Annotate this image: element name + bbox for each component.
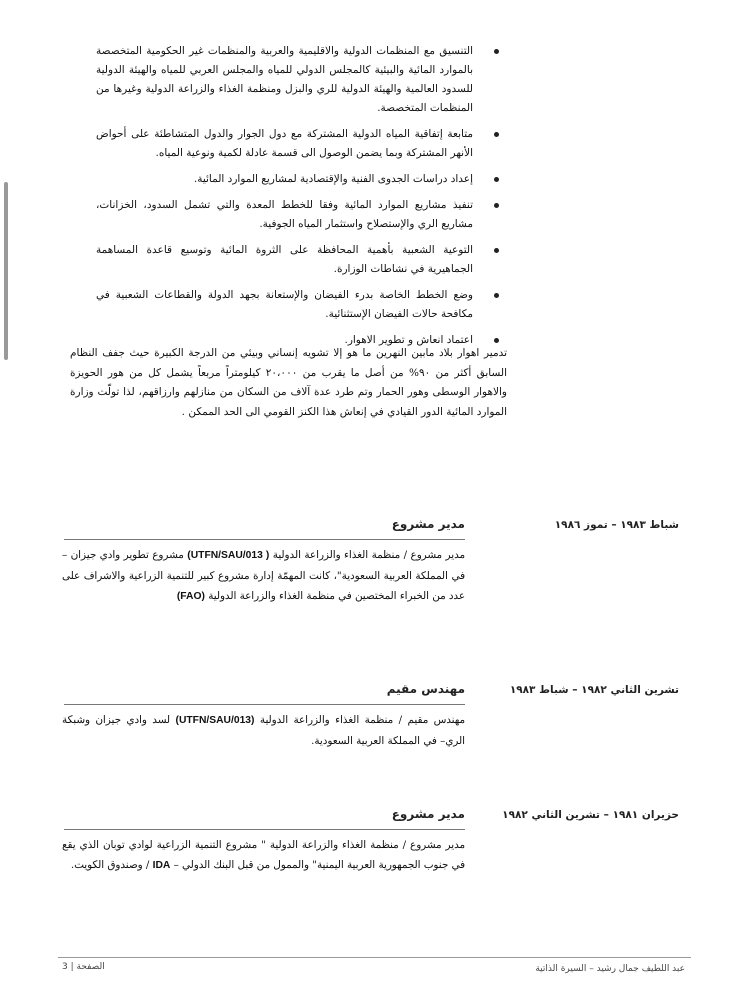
entry-divider xyxy=(64,539,465,540)
list-item: متابعة إتفاقية المياه الدولية المشتركة مع دول الجوار والدول المتشاطئة على أحواض الأنهر المشتركة وبما يضمن الوصول الى قسمة عادلة لكمية ونوعية المياه. xyxy=(96,125,499,163)
entry-date: حزيران ١٩٨١ – تشرين الثاني ١٩٨٢ xyxy=(502,809,679,821)
entry-title: مهندس مقيم xyxy=(386,682,465,696)
entry-description: مهندس مقيم / منظمة الغذاء والزراعة الدولية (UTFN/SAU/013) لسد وادي جيزان وشبكة الري– في المملكة العربية السعودية. xyxy=(62,714,465,747)
bullet-icon xyxy=(494,248,499,253)
entry-title: مدير مشروع xyxy=(391,807,465,821)
bullet-icon xyxy=(494,132,499,137)
entry-date: شباط ١٩٨٣ – تموز ١٩٨٦ xyxy=(554,519,679,531)
footer-divider xyxy=(58,957,691,958)
list-item: تنفيذ مشاريع الموارد المائية وفقا للخطط المعدة والتي تشمل السدود، الخزانات، مشاريع الري والإستصلاح واستثمار المياه الجوفية. xyxy=(96,196,499,234)
entry-description: مدير مشروع / منظمة الغذاء والزراعة الدولية ( UTFN/SAU/013) مشروع تطوير وادي جيزان – في المملكة العربية السعودية"، كانت المهمّة إدارة مشروع كبير للتنمية الزراعية والاشراف على عدد من الخبراء المختصين في منظمة الغذاء والزراعة الدولية (FAO) xyxy=(62,549,465,602)
entry-divider xyxy=(64,829,465,830)
bullet-icon xyxy=(494,293,499,298)
list-item: اعتماد انعاش و تطوير الاهوار. xyxy=(96,331,499,350)
marshes-paragraph: تدمير اهوار بلاد مابين النهرين ما هو إلا تشويه إنساني وبيئي من الدرجة الكبيرة حيث جفف النظام السابق أكثر من ٩٠% من أصل ما يقرب من ٢٠،٠٠٠ كيلومتراً مربعاً يشمل كل من هور الحويزة والاهوار الوسطى وهور الحمار وتم طرد عدة آلاف من السكان من منازلهم وارزاقهم، لذا تولّت وزارة الموارد المائية الدور القيادي في إنعاش هذا الكنز القومي الى الحد الممكن . xyxy=(70,347,507,418)
entry-description: مدير مشروع / منظمة الغذاء والزراعة الدولية " مشروع التنمية الزراعية لوادي توبان الذي يقع في جنوب الجمهورية العربية اليمنية" والممول من قبل البنك الدولي – IDA / وصندوق الكويت. xyxy=(62,839,465,871)
entry-title: مدير مشروع xyxy=(391,517,465,531)
list-item: التنسيق مع المنظمات الدولية والاقليمية والعربية والمنظمات غير الحكومية المتخصصة بالموارد المائية والبيئية كالمجلس الدولي للمياه والمجلس العربي للمياه والهيئة الدولية للسدود العالمية والهيئة الدولية للري والبزل ومنظمة الغذاء والزراعة الدولية وغيرها من المنظمات المتخصصة. xyxy=(96,42,499,118)
entry-date: تشرين الثاني ١٩٨٢ – شباط ١٩٨٣ xyxy=(509,684,679,696)
responsibilities-list xyxy=(96,42,499,357)
bullet-icon xyxy=(494,49,499,54)
bullet-icon xyxy=(494,177,499,182)
list-item: وضع الخطط الخاصة بدرء الفيضان والإستعانة بجهد الدولة والقطاعات الشعبية في مكافحة حالات الفيضان الإستثنائية. xyxy=(96,286,499,324)
list-item: إعداد دراسات الجدوى الفنية والإقتصادية لمشاريع الموارد المائية. xyxy=(96,170,499,189)
footer-author: عبد اللطيف جمال رشيد – السيرة الذاتية xyxy=(535,964,685,974)
page-number: الصفحة | 3 xyxy=(62,962,105,972)
entry-divider xyxy=(64,704,465,705)
scrollbar-thumb[interactable] xyxy=(4,182,8,360)
list-item: التوعية الشعبية بأهمية المحافظة على الثروة المائية وتوسيع قاعدة المساهمة الجماهيرية في نشاطات الوزارة. xyxy=(96,241,499,279)
bullet-icon xyxy=(494,338,499,343)
bullet-icon xyxy=(494,203,499,208)
